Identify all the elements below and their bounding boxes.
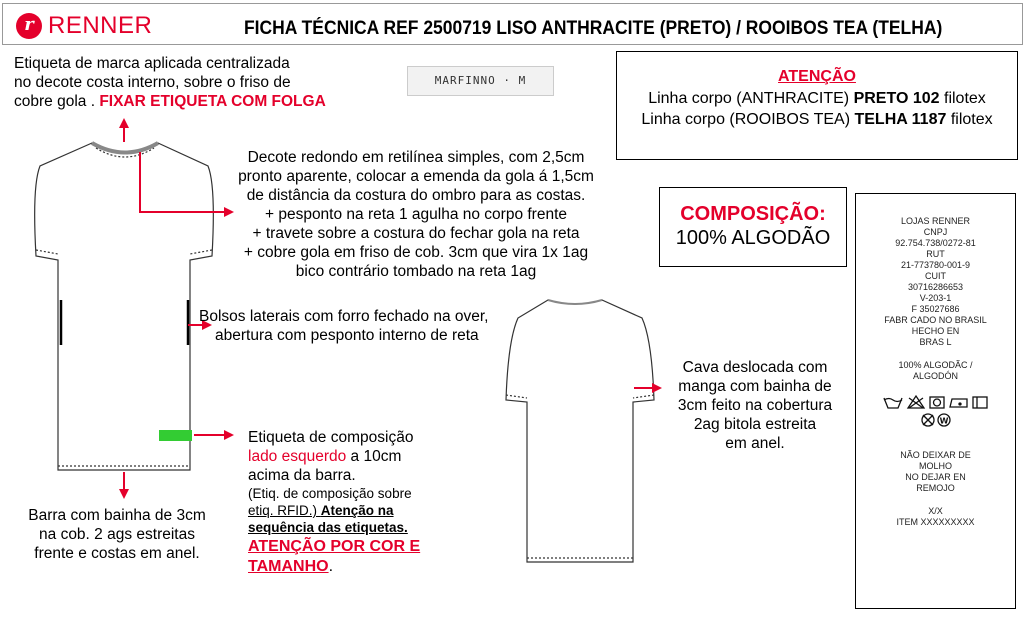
attention-heading: ATENÇÃO bbox=[778, 68, 856, 85]
brand-label-note bbox=[14, 54, 326, 111]
note-line: + pesponto na reta 1 agulha no corpo frente bbox=[264, 206, 568, 223]
composition-value: 100% ALGODÃO bbox=[675, 227, 831, 249]
note-line: lado esquerdo a 10cm bbox=[248, 448, 402, 465]
fix-label-warning: FIXAR ETIQUETA COM FOLGA bbox=[99, 93, 326, 110]
note-line: Cava deslocada com bbox=[682, 359, 828, 376]
composition-tag-mark bbox=[159, 430, 192, 441]
note-line: + travete sobre a costura do fechar gola na reta bbox=[252, 225, 580, 242]
note-line: de distância da costura do ombro para as costas. bbox=[246, 187, 586, 204]
note-line: etiq. RFID.) Atenção na bbox=[248, 503, 394, 518]
sleeve-note bbox=[664, 358, 846, 453]
hem-note bbox=[12, 506, 222, 563]
care-label-instructions: NÃO DEIXAR DE MOLHO NO DEJAR EN REMOJO bbox=[900, 450, 971, 493]
note-line: cobre gola . FIXAR ETIQUETA COM FOLGA bbox=[14, 93, 326, 110]
note-line: na cob. 2 ags estreitas bbox=[39, 526, 195, 543]
note-line: TAMANHO. bbox=[248, 558, 334, 575]
note-line: (Etiq. de composição sobre bbox=[248, 486, 412, 501]
note-line: frente e costas em anel. bbox=[34, 545, 200, 562]
note-line: pronto aparente, colocar a emenda da gola á 1,5cm bbox=[238, 168, 594, 185]
renner-logo-icon: r bbox=[16, 13, 42, 39]
attention-box bbox=[616, 51, 1018, 160]
care-label bbox=[855, 193, 1016, 609]
renner-logo-text: RENNER bbox=[48, 12, 153, 39]
note-line: manga com bainha de bbox=[678, 378, 832, 395]
note-line: Barra com bainha de 3cm bbox=[28, 507, 206, 524]
neckline-note bbox=[226, 148, 606, 281]
note-line: no decote costa interno, sobre o friso de bbox=[14, 74, 291, 91]
note-line: Etiqueta de marca aplicada centralizada bbox=[14, 55, 290, 72]
brand-tag-image: MARFINNO · M bbox=[407, 66, 554, 96]
care-label-company-info: LOJAS RENNER CNPJ 92.754.738/0272-81 RUT 21-773780-001-9 CUIT 30716286653 V-203-1 F 35027686 FABR CADO NO BRASIL HECHO EN BRAS L bbox=[884, 216, 987, 347]
note-line: Bolsos laterais com forro fechado na over, bbox=[199, 308, 489, 325]
note-line: em anel. bbox=[725, 435, 785, 452]
note-line: Etiqueta de composição bbox=[248, 429, 414, 446]
note-line: 3cm feito na cobertura bbox=[677, 397, 833, 414]
composition-box bbox=[659, 187, 847, 267]
back-shirt-drawing bbox=[506, 300, 654, 562]
note-line: + cobre gola em friso de cob. 3cm que vira 1x 1ag bbox=[243, 244, 589, 261]
composition-heading: COMPOSIÇÃO: bbox=[680, 203, 826, 225]
thread-line-rooibos: Linha corpo (ROOIBOS TEA) TELHA 1187 filotex bbox=[641, 111, 993, 128]
pockets-note bbox=[199, 307, 488, 345]
care-label-size: X/X ITEM XXXXXXXXX bbox=[856, 506, 1015, 528]
care-symbols-icon bbox=[881, 394, 991, 428]
note-line: sequência das etiquetas. bbox=[248, 520, 408, 535]
note-line: Decote redondo em retilínea simples, com 2,5cm bbox=[247, 149, 585, 166]
care-label-composition: 100% ALGODÃC / ALGODÓN bbox=[898, 360, 973, 381]
svg-text:W: W bbox=[939, 416, 948, 426]
color-size-warning: ATENÇÃO POR COR E bbox=[248, 538, 421, 555]
page-title: FICHA TÉCNICA REF 2500719 LISO ANTHRACITE (PRETO) / ROOIBOS TEA (TELHA) bbox=[244, 18, 943, 39]
care-label-item: ITEM XXXXXXXXX bbox=[896, 517, 975, 527]
note-line: abertura com pesponto interno de reta bbox=[215, 327, 479, 344]
note-line: acima da barra. bbox=[248, 467, 356, 484]
note-line: 2ag bitola estreita bbox=[693, 416, 817, 433]
note-line: bico contrário tombado na reta 1ag bbox=[295, 263, 537, 280]
thread-line-anthracite: Linha corpo (ANTHRACITE) PRETO 102 filotex bbox=[648, 90, 986, 107]
composition-label-note bbox=[248, 428, 420, 576]
